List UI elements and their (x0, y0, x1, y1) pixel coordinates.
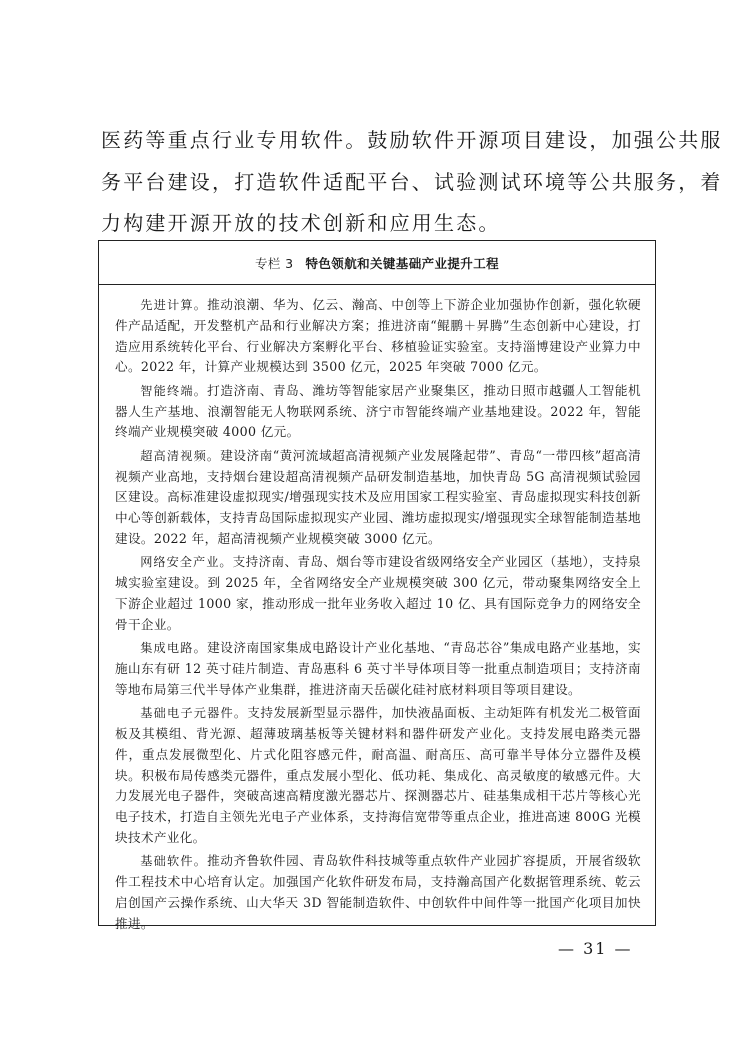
section-name: 基础电子元器件。 (140, 706, 248, 721)
section-text: 支持发展新型显示器件，加快液晶面板、主动矩阵有机发光二极管面板及其模组、背光源、超薄玻璃基板等关键材料和器件研发产业化。支持发展电路类元器件，重点发展微型化、片式化阻容感元件，耐高温、耐高压、高可靠半导体分立器件及模块。积极布局传感类元器件，重点发展小型化、低功耗、集成化、高灵敏度的敏感元件。大力发展光电子器件，突破高速高精度激光器芯片、探测器芯片、硅基集成相干芯片等核心光电子技术，打造自主领先光电子产业体系，支持海信宽带等重点企业，推进高速 800G 光模块技术产业化。 (115, 705, 642, 845)
section-text: 推动齐鲁软件园、青岛软件科技城等重点软件产业园扩容提质，开展省级软件工程技术中心培育认定。加强国产化软件研发布局，支持瀚高国产化数据管理系统、乾云启创国产云操作系统、山大华天 3D 智能制造软件、中创软件中间件等一批国产化项目加快推进。 (115, 853, 641, 931)
section-text: 推动浪潮、华为、亿云、瀚高、中创等上下游企业加强协作创新，强化软硬件产品适配，开发整机产品和行业解决方案；推进济南“鲲鹏＋昇腾”生态创新中心建设，打造应用系统转化平台、行业解决方案孵化平台、移植验证实验室。支持淄博建设产业算力中心。2022 年，计算产业规模达到 3500 亿元，2025 年突破 7000 亿元。 (115, 297, 641, 375)
section-integrated-circuit (115, 638, 641, 700)
section-uhd-video (115, 446, 641, 550)
box-header (99, 241, 655, 285)
page-number: — 31 — (558, 939, 633, 958)
section-name: 网络安全产业。 (140, 555, 233, 570)
box-body (99, 285, 655, 934)
section-smart-terminal (115, 381, 641, 443)
feature-box (98, 240, 656, 931)
box-number: 专栏 3 (254, 255, 294, 271)
section-text: 支持济南、青岛、烟台等市建设省级网络安全产业园区（基地），支持泉城实验室建设。到 2025 年，全省网络安全产业规模突破 300 亿元，带动聚集网络安全上下游企业超过 1000 家，推动形成一批年业务收入超过 10 亿、具有国际竞争力的网络安全骨干企业。 (115, 554, 641, 632)
box-title: 特色领航和关键基础产业提升工程 (305, 255, 500, 271)
section-text: 打造济南、青岛、潍坊等智能家居产业聚集区，推动日照市越疆人工智能机器人生产基地、浪潮智能无人物联网系统、济宁市智能终端产业基地建设。2022 年，智能终端产业规模突破 4000 亿元。 (115, 382, 641, 440)
intro-line: 务平台建设，打造软件适配平台、试验测试环境等公共服务，着 (101, 169, 723, 194)
intro-text (101, 120, 723, 245)
intro-line: 医药等重点行业专用软件。鼓励软件开源项目建设，加强公共服 (101, 128, 723, 152)
section-name: 先进计算。 (140, 298, 208, 312)
section-text: 建设济南国家集成电路设计产业化基地、“青岛芯谷”集成电路产业基地，实施山东有研 12 英寸硅片制造、青岛惠科 6 英寸半导体项目等一批重点制造项目；支持济南等地布局第三代半导体产业集群，推进济南天岳碳化硅衬底材料项目等项目建设。 (115, 640, 641, 697)
section-name: 超高清视频。 (140, 448, 221, 463)
section-basic-software (115, 851, 641, 934)
section-name: 基础软件。 (140, 854, 208, 869)
section-cyber-security (115, 552, 641, 635)
intro-line: 力构建开源开放的技术创新和应用生态。 (101, 211, 501, 235)
section-electronic-components (115, 703, 641, 849)
section-text: 建设济南“黄河流域超高清视频产业发展隆起带”、青岛“一带四核”超高清视频产业高地，支持烟台建设超高清视频产品研发制造基地，加快青岛 5G 高清视频试验园区建设。高标准建设虚拟现实/增强现实技术及应用国家工程实验室、青岛虚拟现实科技创新中心等创新载体，支持青岛国际虚拟现实产业园、潍坊虚拟现实/增强现实全球智能制造基地建设。2022 年，超高清视频产业规模突破 3000 亿元。 (115, 447, 642, 546)
section-advanced-computing (115, 295, 641, 378)
section-name: 智能终端。 (140, 383, 208, 398)
section-name: 集成电路。 (140, 641, 208, 656)
